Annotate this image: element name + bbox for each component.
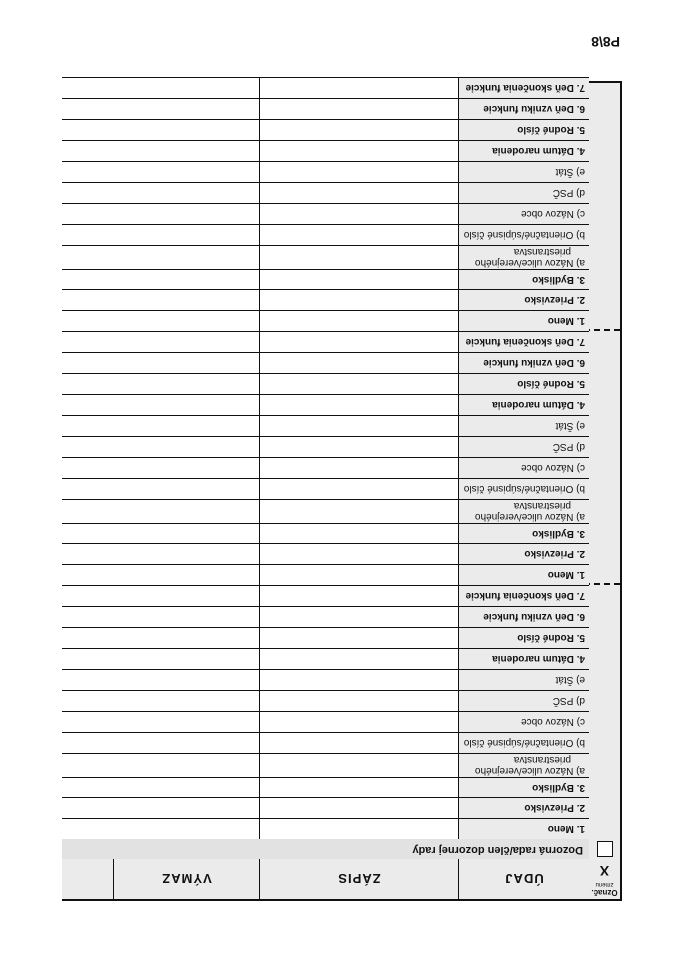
zapis-input-cell[interactable] — [259, 649, 458, 669]
field-label: 7. Deň skončenia funkcie — [465, 336, 585, 348]
field-label-cell — [458, 270, 589, 289]
field-label-cell — [458, 544, 589, 564]
table-header — [62, 857, 589, 899]
vymaz-input-cell[interactable] — [62, 607, 259, 627]
field-row — [62, 499, 589, 523]
field-row — [62, 140, 589, 161]
zapis-input-cell[interactable] — [259, 246, 458, 269]
field-label: e) Štát — [555, 166, 585, 178]
zapis-input-cell[interactable] — [259, 712, 458, 732]
vymaz-input-cell[interactable] — [62, 458, 259, 478]
vymaz-input-cell[interactable] — [62, 565, 259, 585]
field-label: b) Orientačné/súpisné číslo — [463, 229, 585, 241]
zapis-input-cell[interactable] — [259, 544, 458, 564]
header-udaj: ÚDAJ — [458, 859, 589, 899]
field-label: b) Orientačné/súpisné číslo — [463, 737, 585, 749]
zapis-input-cell[interactable] — [259, 99, 458, 119]
change-mark-column — [587, 83, 620, 899]
field-label: 5. Rodné číslo — [517, 124, 585, 136]
field-row — [62, 523, 589, 543]
field-label-cell — [458, 754, 589, 777]
vymaz-input-cell[interactable] — [62, 586, 259, 606]
vymaz-input-cell[interactable] — [62, 649, 259, 669]
field-label-cell — [458, 246, 589, 269]
zapis-input-cell[interactable] — [259, 607, 458, 627]
zapis-input-cell[interactable] — [259, 819, 458, 839]
vymaz-input-cell[interactable] — [62, 270, 259, 289]
vymaz-input-cell[interactable] — [62, 141, 259, 161]
field-label: 2. Priezvisko — [524, 548, 585, 560]
field-label: 4. Dátum narodenia — [492, 145, 585, 157]
field-label: 7. Deň skončenia funkcie — [465, 82, 585, 94]
field-label-cell — [458, 395, 589, 415]
vymaz-input-cell[interactable] — [62, 500, 259, 523]
section-title-row — [62, 837, 589, 859]
field-label-cell — [458, 374, 589, 394]
field-label-cell — [458, 778, 589, 797]
vymaz-input-cell[interactable] — [62, 395, 259, 415]
zapis-input-cell[interactable] — [259, 500, 458, 523]
field-label: 3. Bydlisko — [532, 528, 585, 539]
field-row — [62, 777, 589, 797]
field-row — [62, 394, 589, 415]
field-label-cell — [458, 479, 589, 499]
field-label-cell — [458, 819, 589, 839]
zapis-input-cell[interactable] — [259, 270, 458, 289]
field-label-cell — [458, 311, 589, 331]
field-row — [62, 797, 589, 818]
section-title: Dozorná rada/člen dozornej rady — [412, 844, 583, 856]
field-label-cell — [458, 733, 589, 753]
vymaz-input-cell[interactable] — [62, 778, 259, 797]
field-row — [62, 224, 589, 245]
zapis-input-cell[interactable] — [259, 524, 458, 543]
zapis-input-cell[interactable] — [259, 691, 458, 711]
field-row — [62, 543, 589, 564]
change-mark-subtitle: zmenu — [595, 881, 614, 887]
field-row — [62, 310, 589, 331]
header-vymaz: VÝMAZ — [113, 859, 259, 899]
field-row — [62, 98, 589, 119]
field-label: 1. Meno — [547, 315, 585, 327]
zapis-input-cell[interactable] — [259, 416, 458, 436]
field-label: 2. Priezvisko — [524, 294, 585, 306]
field-label-cell — [458, 524, 589, 543]
vymaz-input-cell[interactable] — [62, 246, 259, 269]
field-label-cell — [458, 99, 589, 119]
change-mark-header — [589, 859, 620, 899]
header-zapis: ZÁPIS — [259, 859, 458, 899]
field-label: c) Názov obce — [521, 716, 585, 728]
field-row — [62, 289, 589, 310]
field-label-cell — [458, 798, 589, 818]
vymaz-input-cell[interactable] — [62, 99, 259, 119]
zapis-input-cell[interactable] — [259, 290, 458, 310]
field-label-cell — [458, 691, 589, 711]
zapis-input-cell[interactable] — [259, 204, 458, 224]
change-mark-symbol: X — [599, 863, 610, 879]
field-label: priestranstva — [513, 500, 571, 512]
zapis-input-cell[interactable] — [259, 353, 458, 373]
zapis-input-cell[interactable] — [259, 162, 458, 182]
field-row — [62, 711, 589, 732]
vymaz-input-cell[interactable] — [62, 479, 259, 499]
vymaz-input-cell[interactable] — [62, 670, 259, 690]
field-label: 6. Deň vzniku funkcie — [483, 611, 585, 623]
zapis-input-cell[interactable] — [259, 183, 458, 203]
field-label: b) Orientačné/súpisné číslo — [463, 483, 585, 495]
field-label: 1. Meno — [547, 823, 585, 835]
vymaz-input-cell[interactable] — [62, 290, 259, 310]
vymaz-input-cell[interactable] — [62, 712, 259, 732]
zapis-input-cell[interactable] — [259, 754, 458, 777]
field-label-cell — [458, 649, 589, 669]
vymaz-input-cell[interactable] — [62, 819, 259, 839]
zapis-input-cell[interactable] — [259, 778, 458, 797]
vymaz-input-cell[interactable] — [62, 374, 259, 394]
field-label-cell — [458, 78, 589, 98]
field-row — [62, 245, 589, 269]
field-row — [62, 564, 589, 585]
field-label-cell — [458, 162, 589, 182]
field-label: priestranstva — [513, 754, 571, 766]
change-mark-title: Označ. — [591, 888, 618, 897]
vymaz-input-cell[interactable] — [62, 78, 259, 98]
field-row — [62, 585, 589, 606]
field-row — [62, 77, 589, 98]
field-label: 7. Deň skončenia funkcie — [465, 590, 585, 602]
zapis-input-cell[interactable] — [259, 798, 458, 818]
zapis-input-cell[interactable] — [259, 311, 458, 331]
field-label: 4. Dátum narodenia — [492, 653, 585, 665]
field-row — [62, 203, 589, 224]
field-label-cell — [458, 500, 589, 523]
zapis-input-cell[interactable] — [259, 374, 458, 394]
field-label: d) PSČ — [552, 441, 585, 453]
field-row — [62, 352, 589, 373]
field-label-cell — [458, 332, 589, 352]
field-label-cell — [458, 353, 589, 373]
vymaz-input-cell[interactable] — [62, 691, 259, 711]
field-label: 5. Rodné číslo — [517, 378, 585, 390]
zapis-input-cell[interactable] — [259, 78, 458, 98]
field-label: 5. Rodné číslo — [517, 632, 585, 644]
field-label-cell — [458, 290, 589, 310]
zapis-input-cell[interactable] — [259, 395, 458, 415]
field-label-cell — [458, 607, 589, 627]
field-row — [62, 690, 589, 711]
field-label-cell — [458, 183, 589, 203]
field-row — [62, 753, 589, 777]
field-row — [62, 627, 589, 648]
field-label-cell — [458, 204, 589, 224]
zapis-input-cell[interactable] — [259, 586, 458, 606]
supervisory-board-form — [62, 81, 622, 901]
zapis-input-cell[interactable] — [259, 437, 458, 457]
field-row — [62, 648, 589, 669]
field-label: a) Názov ulice/verejného — [474, 511, 585, 523]
field-label: 6. Deň vzniku funkcie — [483, 357, 585, 369]
field-label-cell — [458, 628, 589, 648]
field-label-cell — [458, 670, 589, 690]
field-row — [62, 161, 589, 182]
section-change-checkbox[interactable] — [597, 841, 613, 857]
field-row — [62, 457, 589, 478]
zapis-input-cell[interactable] — [259, 332, 458, 352]
field-label: a) Názov ulice/verejného — [474, 765, 585, 777]
field-label: 6. Deň vzniku funkcie — [483, 103, 585, 115]
field-row — [62, 669, 589, 690]
vymaz-input-cell[interactable] — [62, 628, 259, 648]
field-row — [62, 373, 589, 394]
vymaz-input-cell[interactable] — [62, 183, 259, 203]
page-number: P8\8 — [591, 34, 620, 50]
vymaz-input-cell[interactable] — [62, 437, 259, 457]
field-label: d) PSČ — [552, 695, 585, 707]
zapis-input-cell[interactable] — [259, 733, 458, 753]
vymaz-input-cell[interactable] — [62, 332, 259, 352]
vymaz-input-cell[interactable] — [62, 162, 259, 182]
zapis-input-cell[interactable] — [259, 628, 458, 648]
field-label: 3. Bydlisko — [532, 274, 585, 285]
header-empty-cell — [62, 859, 113, 899]
field-label: a) Názov ulice/verejného — [474, 257, 585, 269]
vymaz-input-cell[interactable] — [62, 225, 259, 245]
field-row — [62, 818, 589, 839]
field-label-cell — [458, 437, 589, 457]
field-label-cell — [458, 712, 589, 732]
zapis-input-cell[interactable] — [259, 479, 458, 499]
zapis-input-cell[interactable] — [259, 458, 458, 478]
zapis-input-cell[interactable] — [259, 225, 458, 245]
field-row — [62, 606, 589, 627]
vymaz-input-cell[interactable] — [62, 798, 259, 818]
field-label: e) Štát — [555, 674, 585, 686]
field-label: 4. Dátum narodenia — [492, 399, 585, 411]
field-label: c) Názov obce — [521, 208, 585, 220]
zapis-input-cell[interactable] — [259, 670, 458, 690]
field-label-cell — [458, 120, 589, 140]
vymaz-input-cell[interactable] — [62, 311, 259, 331]
field-label: priestranstva — [513, 246, 571, 258]
vymaz-input-cell[interactable] — [62, 524, 259, 543]
field-label-cell — [458, 416, 589, 436]
zapis-input-cell[interactable] — [259, 141, 458, 161]
vymaz-input-cell[interactable] — [62, 416, 259, 436]
field-row — [62, 182, 589, 203]
field-row — [62, 331, 589, 352]
vymaz-input-cell[interactable] — [62, 353, 259, 373]
zapis-input-cell[interactable] — [259, 565, 458, 585]
field-label-cell — [458, 141, 589, 161]
field-row — [62, 119, 589, 140]
vymaz-input-cell[interactable] — [62, 733, 259, 753]
field-label: 1. Meno — [547, 569, 585, 581]
field-label-cell — [458, 458, 589, 478]
field-label-cell — [458, 225, 589, 245]
field-label-cell — [458, 565, 589, 585]
field-label: d) PSČ — [552, 187, 585, 199]
field-row — [62, 436, 589, 457]
field-row — [62, 478, 589, 499]
field-label: 3. Bydlisko — [532, 782, 585, 793]
field-row — [62, 269, 589, 289]
zapis-input-cell[interactable] — [259, 120, 458, 140]
vymaz-input-cell[interactable] — [62, 120, 259, 140]
field-row — [62, 732, 589, 753]
field-label: 2. Priezvisko — [524, 802, 585, 814]
field-label: c) Názov obce — [521, 462, 585, 474]
vymaz-input-cell[interactable] — [62, 754, 259, 777]
field-label-cell — [458, 586, 589, 606]
vymaz-input-cell[interactable] — [62, 544, 259, 564]
field-label: e) Štát — [555, 420, 585, 432]
vymaz-input-cell[interactable] — [62, 204, 259, 224]
field-row — [62, 415, 589, 436]
